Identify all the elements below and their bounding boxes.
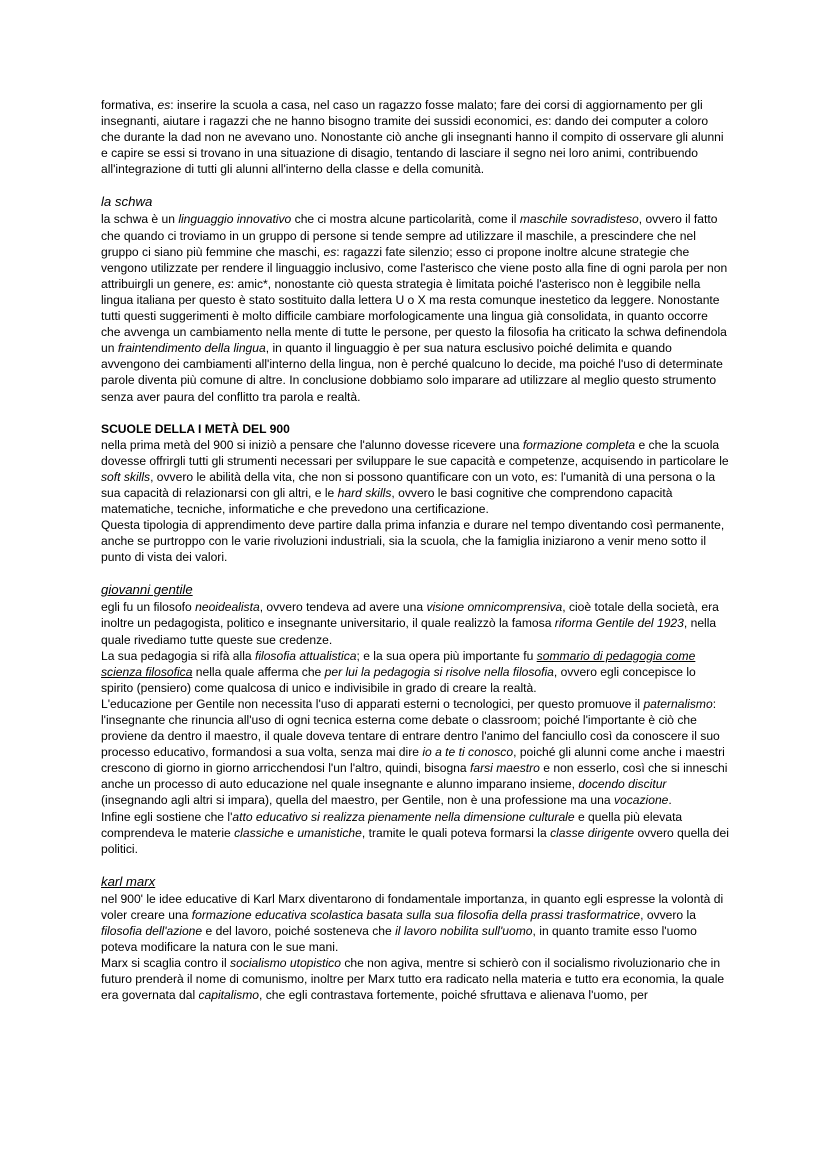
paragraph-gentile-3: L'educazione per Gentile non necessita l'uso di apparati esterni o tecnologici, per questo promuove il paternalismo: l'insegnante che rinuncia all'uso di ogni tecnica esterna come debate o classroom; poiché l'importante è ciò che proviene da dentro il maestro, il quale doveva tentare di entrare dentro l'animo del fanciullo così da conoscere il suo processo educativo, formandosi a sua volta, senza mai dire io a te ti conosco, poiché gli alunni come anche i maestri crescono di giorno in giorno arricchendosi l'un l'altro, quindi, bisogna farsi maestro e non esserlo, così che si inneschi anche un processo di auto educazione nel quale insegnante e alunno imparano insieme, docendo discitur (insegnando agli altri si impara), quella del maestro, per Gentile, non è una professione ma una vocazione. bbox=[101, 696, 728, 808]
paragraph-scuole: nella prima metà del 900 si iniziò a pensare che l'alunno dovesse ricevere una formazione completa e che la scuola dovesse offrirgli tutti gli strumenti necessari per sviluppare le sue capacità e competenze, acquisendo in particolare le soft skills, ovvero le abilità della vita, che non si possono quantificare con un voto, es: l'umanità di una persona o la sua capacità di relazionarsi con gli altri, e le hard skills, ovvero le basi cognitive che comprendono capacità matematiche, tecniche, informatiche e che prevedono una certificazione. bbox=[101, 437, 729, 516]
heading-gentile: giovanni gentile bbox=[101, 582, 193, 598]
heading-marx: karl marx bbox=[101, 873, 156, 889]
paragraph-gentile-1: egli fu un filosofo neoidealista, ovvero tendeva ad avere una visione omnicomprensiva, cioè totale della società, era inoltre un pedagogista, politico e insegnante universitario, il quale realizzò la famosa riforma Gentile del 1923, nella quale rivediamo tutte queste sue credenze. bbox=[101, 600, 719, 647]
heading-scuole: SCUOLE DELLA I METÀ DEL 900 bbox=[101, 421, 290, 436]
paragraph-marx-1: nel 900' le idee educative di Karl Marx diventarono di fondamentale importanza, in quanto egli espresse la volontà di voler creare una formazione educativa scolastica basata sulla sua filosofia della prassi trasformatrice, ovvero la filosofia dell'azione e del lavoro, poiché sosteneva che il lavoro nobilita sull'uomo, in quanto tramite esso l'uomo poteva modificare la natura con le sue mani. bbox=[101, 891, 724, 955]
heading-schwa: la schwa bbox=[101, 194, 153, 210]
paragraph-formativa: formativa, es: inserire la scuola a casa, nel caso un ragazzo fosse malato; fare dei corsi di aggiornamento per gli insegnanti, aiutare i ragazzi che ne hanno bisogno tramite dei sussidi economici, es: dando dei computer a coloro che durante la dad non ne avevano uno. Nonostante ciò anche gli insegnanti hanno il compito di osservare gli alunni e capire se essi si trovano in una situazione di disagio, tentando di lasciare il segno nei loro animi, contribuendo all'integrazione di tutti gli alunni all'interno della classe e della comunità. bbox=[101, 98, 724, 177]
paragraph-schwa: la schwa è un linguaggio innovativo che ci mostra alcune particolarità, come il maschile sovradisteso, ovvero il fatto che quando ci troviamo in un gruppo di persone si tende sempre ad utilizzare il maschile, a prescindere che nel gruppo ci siano più femmine che maschi, es: ragazzi fate silenzio; esso ci propone inoltre alcune strategie che vengono utilizzate per rendere il linguaggio inclusivo, come l'asterisco che viene posto alla fine di ogni parola per non attribuirgli un genere, es: amic*, nonostante ciò questa strategia è limitata poiché l'asterisco non è leggibile nella lingua italiana per questo è stato sostituito dalla lettera U o X ma resta comunque inestetico da leggere. Nonostante tutti questi suggerimenti è molto difficile cambiare morfologicamente una lingua già consolidata, in quanto occorre che avvenga un cambiamento nella mente di tutte le persone, per questo la filosofia ha criticato la schwa definendola un fraintendimento della lingua, in quanto il linguaggio è per sua natura esclusivo poiché delimita e quando avvengono dei cambiamenti all'interno della lingua, non è perché qualcuno lo decide, ma poiché l'uso di determinate parole diventa più comune di altre. In conclusione dobbiamo solo imparare ad utilizzare al meglio questo strumento senza aver paura del conflitto tra parola e realtà. bbox=[101, 212, 728, 404]
paragraph-gentile-4: Infine egli sostiene che l'atto educativo si realizza pienamente nella dimensione culturale e quella più elevata comprendeva le materie classiche e umanistiche, tramite le quali poteva formarsi la classe dirigente ovvero quella dei politici. bbox=[101, 809, 729, 856]
document-body bbox=[101, 97, 729, 1004]
paragraph-gentile-2: La sua pedagogia si rifà alla filosofia attualistica; e la sua opera più importante fu sommario di pedagogia come scienza filosofica nella quale afferma che per lui la pedagogia si risolve nella filosofia, ovvero egli concepisce lo spirito (pensiero) come qualcosa di unico e indivisibile in grado di creare la realtà. bbox=[101, 648, 696, 695]
paragraph-marx-2: Marx si scaglia contro il socialismo utopistico che non agiva, mentre si schierò con il socialismo rivoluzionario che in futuro prenderà il nome di comunismo, inoltre per Marx tutto era radicato nella materia e tutto era economia, la quale era governata dal capitalismo, che egli contrastava fortemente, poiché sfruttava e alienava l'uomo, per bbox=[101, 956, 725, 1003]
paragraph-scuole-2: Questa tipologia di apprendimento deve partire dalla prima infanzia e durare nel tempo diventando così permanente, anche se purtroppo con le varie rivoluzioni industriali, sia la scuola, che la famiglia iniziarono a venir meno sotto il punto di vista dei valori. bbox=[101, 518, 725, 565]
